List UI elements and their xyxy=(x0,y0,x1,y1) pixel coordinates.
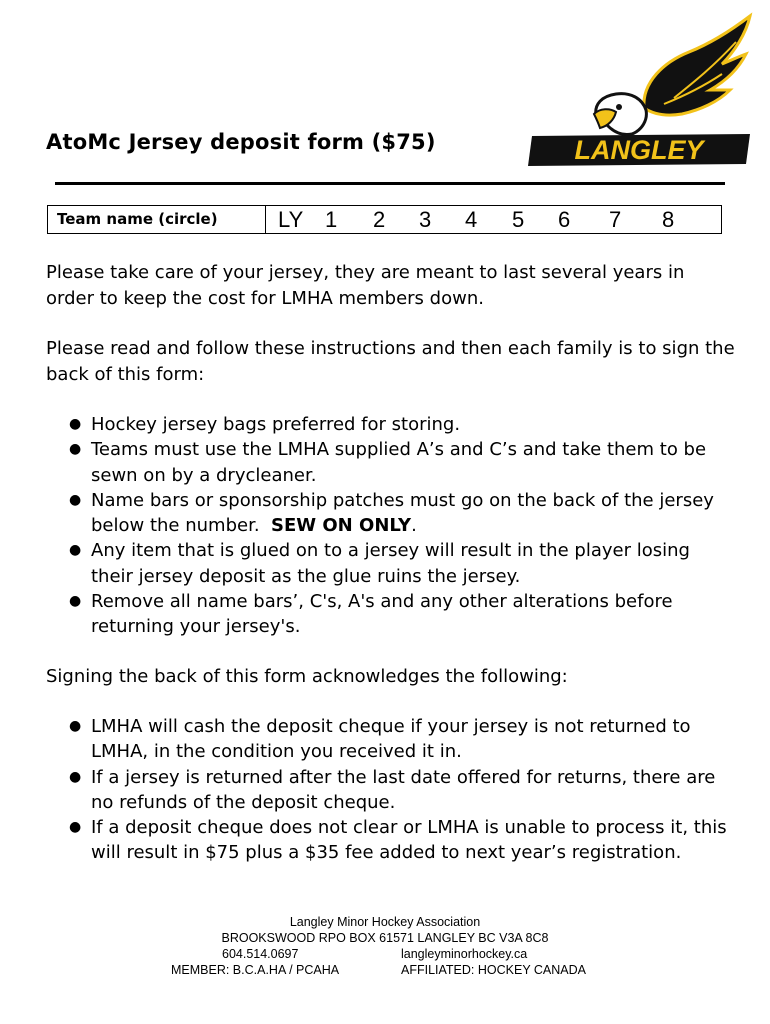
list-item: ● Hockey jersey bags preferred for storing. xyxy=(46,412,736,437)
sew-on-only-emphasis: SEW ON ONLY xyxy=(271,515,412,537)
team-name-table xyxy=(47,205,722,234)
bullet-icon: ● xyxy=(69,441,82,458)
list-item: ● If a jersey is returned after the last date offered for returns, there are no refunds of the deposit cheque. xyxy=(69,766,716,813)
team-option-1[interactable]: 1 xyxy=(325,207,338,232)
instructions-list xyxy=(46,412,736,640)
footer-address: BROOKSWOOD RPO BOX 61571 LANGLEY BC V3A 8C8 xyxy=(221,931,549,945)
instructions-intro: Please read and follow these instructions and then each family is to sign the back of this form: xyxy=(46,338,735,385)
list-item: ● If a deposit cheque does not clear or LMHA is unable to process it, this will result in $75 plus a $35 fee added to next year’s registration. xyxy=(69,817,727,864)
team-option-4[interactable]: 4 xyxy=(465,207,478,232)
list-item: ● Name bars or sponsorship patches must go on the back of the jersey below the number. SEW ON ONLY. xyxy=(69,489,714,537)
team-option-8[interactable]: 8 xyxy=(662,207,675,232)
bullet-icon: ● xyxy=(69,718,82,734)
footer-member: MEMBER: B.C.A.HA / PCAHA xyxy=(171,963,340,977)
bullet-icon: ● xyxy=(69,593,82,610)
team-option-2[interactable]: 2 xyxy=(373,207,386,232)
team-name-label: Team name (circle) xyxy=(48,206,266,233)
list-item: ● Remove all name bars’, C's, A's and any other alterations before returning your jersey's. xyxy=(69,591,673,638)
team-option-ly[interactable]: LY xyxy=(278,207,304,232)
footer xyxy=(0,914,770,978)
bullet-icon: ● xyxy=(69,542,82,559)
team-option-5[interactable]: 5 xyxy=(512,207,525,232)
footer-website[interactable]: langleyminorhockey.ca xyxy=(401,947,528,961)
page-title: AtoMc Jersey deposit form ($75) xyxy=(46,130,436,154)
bullet-icon: ● xyxy=(69,819,82,836)
footer-phone: 604.514.0697 xyxy=(222,947,299,961)
bullet-icon: ● xyxy=(69,491,82,508)
bullet-icon: ● xyxy=(69,768,82,785)
list-item: ● Any item that is glued on to a jersey will result in the player losing their jersey deposit as the glue ruins the jersey. xyxy=(69,540,690,587)
acknowledge-list xyxy=(46,714,736,866)
team-option-6[interactable]: 6 xyxy=(558,207,571,232)
footer-affiliated: AFFILIATED: HOCKEY CANADA xyxy=(401,963,586,977)
langley-eagle-logo xyxy=(524,12,758,168)
intro-paragraph: Please take care of your jersey, they are meant to last several years in order to keep the cost for LMHA members down. xyxy=(46,262,685,309)
list-item: ● LMHA will cash the deposit cheque if your jersey is not returned to LMHA, in the condition you received it in. xyxy=(69,716,691,763)
bullet-icon: ● xyxy=(69,416,82,432)
team-option-3[interactable]: 3 xyxy=(419,207,432,232)
team-option-7[interactable]: 7 xyxy=(609,207,622,232)
footer-affiliation-row xyxy=(0,962,770,978)
header-divider xyxy=(55,182,725,185)
list-item: ● Teams must use the LMHA supplied A’s and C’s and take them to be sewn on by a drycleaner. xyxy=(69,439,707,486)
team-options xyxy=(266,206,721,233)
acknowledge-heading: Signing the back of this form acknowledges the following: xyxy=(46,666,568,687)
footer-contact-row xyxy=(0,946,770,962)
logo-wordmark: LANGLEY xyxy=(574,135,704,165)
footer-org: Langley Minor Hockey Association xyxy=(289,915,481,929)
